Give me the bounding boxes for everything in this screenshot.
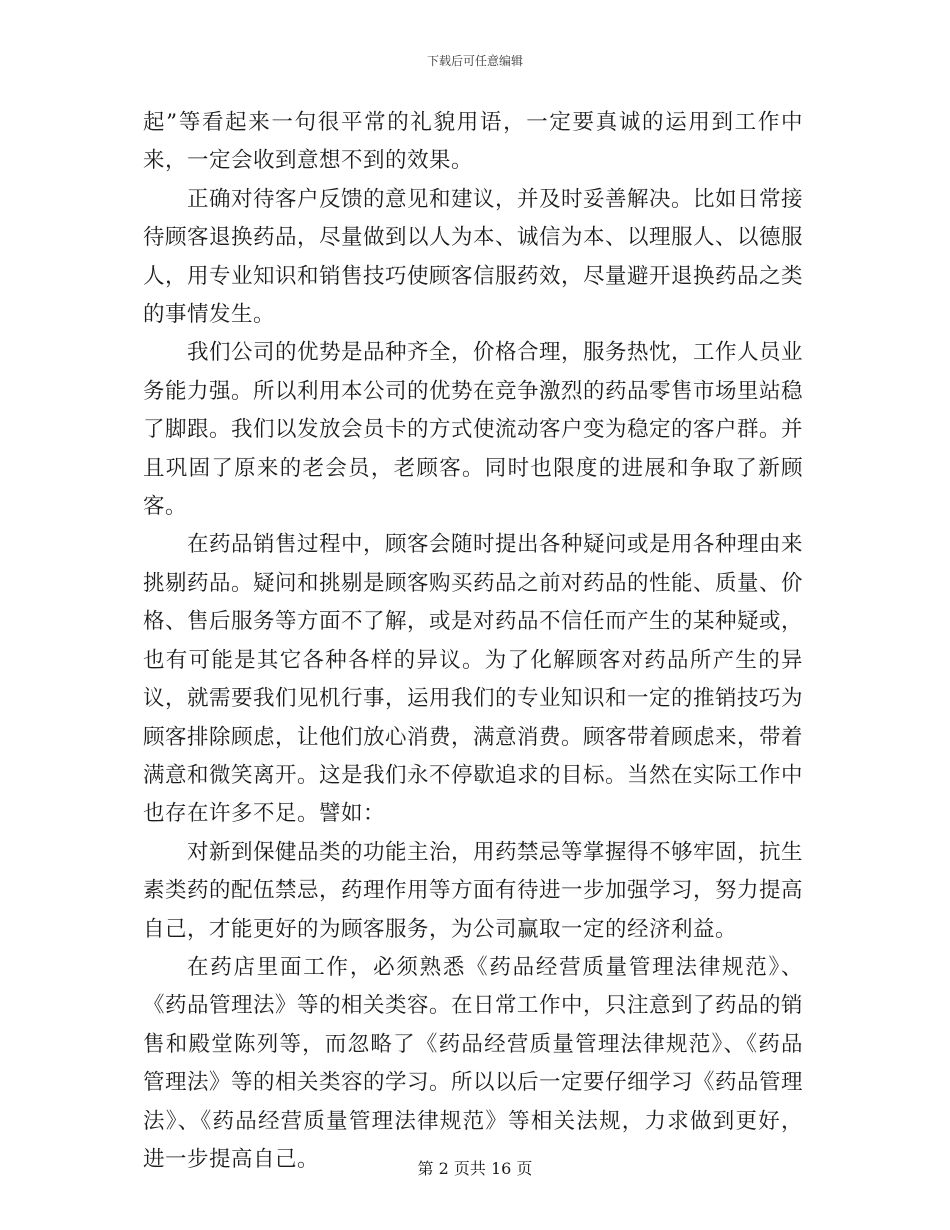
page-number-footer: 第 2 页共 16 页: [417, 1159, 533, 1178]
paragraph-customer-objections: 在药品销售过程中，顾客会随时提出各种疑问或是用各种理由来挑剔药品。疑问和挑剔是顾客购买药品之前对药品的性能、质量、价格、售后服务等方面不了解，或是对药品不信任而产生的某种疑或，也有可能是其它各种各样的异议。为了化解顾客对药品所产生的异议，就需要我们见机行事，运用我们的专业知识和一定的推销技巧为顾客排除顾虑，让他们放心消费，满意消费。顾客带着顾虑来，带着满意和微笑离开。这是我们永不停歇追求的目标。当然在实际工作中也存在许多不足。譬如：: [143, 532, 804, 827]
paragraph-knowledge-gaps: 对新到保健品类的功能主治，用药禁忌等掌握得不够牢固，抗生素类药的配伍禁忌，药理作用等方面有待进一步加强学习，努力提高自己，才能更好的为顾客服务，为公司赢取一定的经济利益。: [143, 839, 804, 942]
paragraph-company-advantages: 我们公司的优势是品种齐全，价格合理，服务热忱，工作人员业务能力强。所以利用本公司的优势在竞争激烈的药品零售市场里站稳了脚跟。我们以发放会员卡的方式使流动客户变为稳定的客户群。并且巩固了原来的老会员，老顾客。同时也限度的进展和争取了新顾客。: [143, 340, 804, 520]
header-note: 下载后可任意编辑: [426, 54, 523, 68]
body-text: [143, 104, 803, 1179]
paragraph-continuation: 起”等看起来一句很平常的礼貌用语，一定要真诚的运用到工作中来，一定会收到意想不到的效果。: [143, 110, 803, 174]
paragraph-regulations-study: 在药店里面工作，必须熟悉《药品经营质量管理法律规范》、《药品管理法》等的相关类容。在日常工作中，只注意到了药品的销售和殿堂陈列等，而忽略了《药品经营质量管理法律规范》、《药品管理法》等的相关类容的学习。所以以后一定要仔细学习《药品管理法》、《药品经营质量管理法律规范》等相关法规，力求做到更好，进一步提高自己。: [143, 954, 804, 1172]
paragraph-feedback-handling: 正确对待客户反馈的意见和建议，并及时妥善解决。比如日常接待顾客退换药品，尽量做到以人为本、诚信为本、以理服人、以德服人，用专业知识和销售技巧使顾客信服药效，尽量避开退换药品之类的事情发生。: [143, 186, 804, 328]
